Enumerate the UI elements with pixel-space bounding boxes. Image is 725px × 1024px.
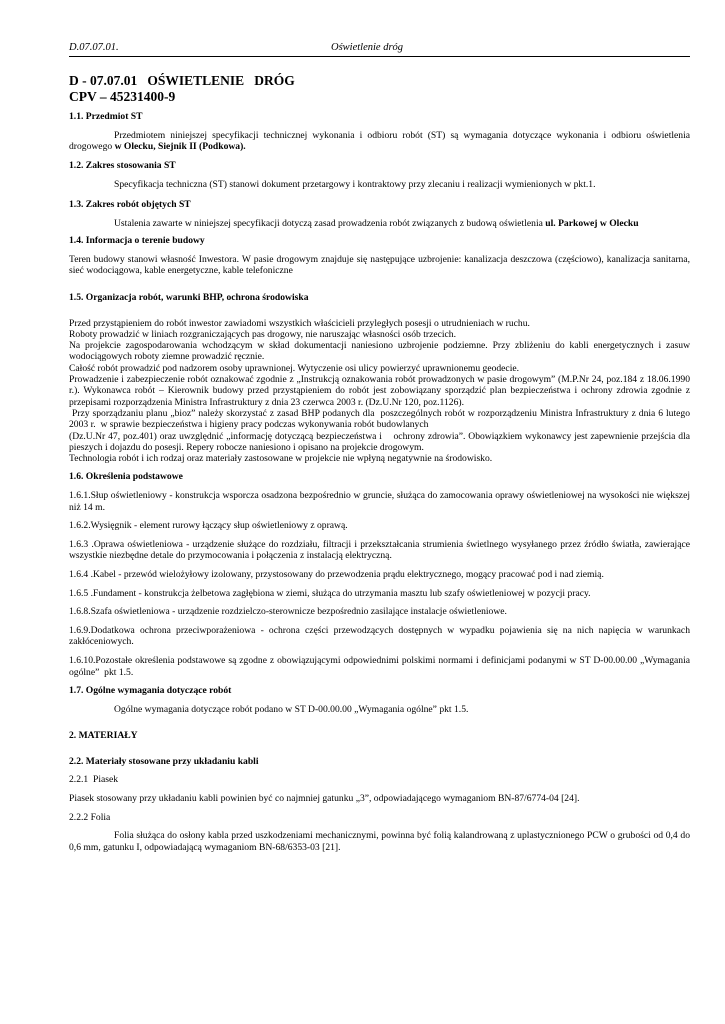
section-1-5-line: Technologia robót i ich rodzaj oraz materiały zastosowane w projekcie nie wpłyną negatywnie na środowisko. bbox=[69, 453, 493, 465]
section-1-5-line: Na projekcie zagospodarowania wchodzącym w skład dokumentacji naniesiono uzbrojenie podziemne. Przy zbliżeniu do kabli energetycznych i zasuw wodociągowych roboty ziemne prowadzić ręcznie. bbox=[69, 340, 690, 363]
definition-item: 1.6.9.Dodatkowa ochrona przeciwporażeniowa - ochrona części przewodzących dostępnych w wypadku pojawienia się na nich napięcia w warunkach zakłóceniowych. bbox=[69, 624, 690, 648]
section-1-7-heading: 1.7. Ogólne wymagania dotyczące robót bbox=[69, 685, 232, 697]
section-1-3-location: ul. Parkowej w Olecku bbox=[545, 217, 639, 229]
section-1-5-heading: 1.5. Organizacja robót, warunki BHP, ochrona środowiska bbox=[69, 291, 309, 303]
definition-item: 1.6.10.Pozostałe określenia podstawowe są zgodne z obowiązującymi odpowiednimi polskimi normami i definicjami podanymi w ST D-00.00.00 „Wymagania ogólne” pkt 1.5. bbox=[69, 654, 693, 678]
definition-item: 1.6.5 .Fundament - konstrukcja żelbetowa zagłębiona w ziemi, służąca do utrzymania masztu lub szafy oświetleniowej w pozycji pracy. bbox=[69, 587, 591, 599]
document-title bbox=[69, 73, 690, 104]
section-1-5-line: Roboty prowadzić w liniach rozgraniczających pas drogowy, nie naruszając własności osób trzecich. bbox=[69, 328, 456, 340]
title-line-1: D - 07.07.01 OŚWIETLENIE DRÓG bbox=[69, 73, 295, 88]
section-2-2-heading: 2.2. Materiały stosowane przy układaniu kabli bbox=[69, 755, 259, 767]
document-page bbox=[69, 42, 693, 853]
section-1-5-body bbox=[69, 317, 693, 465]
header-title: Oświetlenie dróg bbox=[331, 42, 404, 53]
running-header bbox=[69, 42, 690, 57]
section-1-1-body: Przedmiotem niniejszej specyfikacji technicznej wykonania i odbioru robót (ST) są wymagania dotyczące wykonania i odbioru oświetlenia drogowego bbox=[69, 129, 690, 153]
subsection-2-2-1-text: Piasek stosowany przy układaniu kabli powinien być co najmniej gatunku „3”, odpowiadającego wymaganiom BN-87/6774-04 [24]. bbox=[69, 793, 580, 805]
section-1-3-body: Ustalenia zawarte w niniejszej specyfikacji dotyczą zasad prowadzenia robót związanych z budową oświetlenia bbox=[114, 217, 546, 229]
section-1-1-heading: 1.1. Przedmiot ST bbox=[69, 111, 143, 122]
section-1-5-line: (Dz.U.Nr 47, poz.401) oraz uwzględnić „informację dotyczącą bezpieczeństwa i ochrony zdrowia”. Obowiązkiem wykonawcy jest zapewnienie przejścia dla pieszych i dojazdu do posesji. Repery robocze naniesiono i opisano na projekcie drogowym. bbox=[69, 430, 693, 453]
section-1-4-heading: 1.4. Informacja o terenie budowy bbox=[69, 235, 205, 247]
section-1-3-heading: 1.3. Zakres robót objętych ST bbox=[69, 198, 191, 210]
section-1-1-location: w Olecku, Siejnik II (Podkowa). bbox=[114, 141, 246, 153]
section-1-1-text bbox=[69, 130, 690, 153]
section-1-5-line: Przy sporządzaniu planu „bioz” należy skorzystać z zasad BHP podanych dla poszczególnych robót w rozporządzeniu Ministra Infrastruktury z dnia 6 lutego 2003 r. w sprawie bezpieczeństwa i higieny pracy podczas wykonywania robót budowlanych bbox=[69, 407, 693, 431]
definition-item: 1.6.8.Szafa oświetleniowa - urządzenie rozdzielczo-sterownicze bezpośrednio zasilające instalacje oświetleniowe. bbox=[69, 606, 507, 618]
subsection-2-2-1-title: 2.2.1 Piasek bbox=[69, 774, 119, 786]
section-1-5-line: Prowadzenie i zabezpieczenie robót oznakować zgodnie z „Instrukcją oznakowania robót prowadzonych w pasie drogowym” (M.P.Nr 24, poz.184 z 18.06.1990 r.). Wykonawca robót – Kierownik budowy przed przystąpieniem do robót jest zobowiązany sporządzić plan bezpieczeństwa i ochrony zdrowia zgodnie z przepisami rozporządzenia Ministra Infrastruktury z dnia 23 czerwca 2003 r. (Dz.U.Nr 120, poz.1126). bbox=[69, 374, 690, 408]
section-1-5-line: Przed przystąpieniem do robót inwestor zawiadomi wszystkich właścicieli przyległych posesji o utrudnieniach w ruchu. bbox=[69, 317, 530, 329]
section-1-6-heading: 1.6. Określenia podstawowe bbox=[69, 471, 183, 483]
title-line-2: CPV – 45231400-9 bbox=[69, 88, 176, 104]
subsection-2-2-2-title: 2.2.2 Folia bbox=[69, 811, 111, 823]
section-1-7-text: Ogólne wymagania dotyczące robót podano w ST D-00.00.00 „Wymagania ogólne” pkt 1.5. bbox=[114, 703, 469, 715]
section-1-4-text: Teren budowy stanowi własność Inwestora. W pasie drogowym znajduje się następujące uzbrojenie: kanalizacja deszczowa (częściowo), kanalizacja sanitarna, sieć wodociągowa, kable energetyczne, kable telefoniczne bbox=[69, 253, 690, 277]
definition-item: 1.6.3 .Oprawa oświetleniowa - urządzenie służące do rozdziału, filtracji i przekształcania strumienia świetlnego wysyłanego przez źródło światła, zawierające wszystkie niezbędne detale do przymocowania i połączenia z instalacją elektryczną. bbox=[69, 538, 690, 562]
section-1-5-line: Całość robót prowadzić pod nadzorem osoby uprawnionej. Wytyczenie osi ulicy powierzyć uprawnionemu geodecie. bbox=[69, 362, 520, 374]
header-code: D.07.07.01. bbox=[69, 42, 119, 53]
section-1-3-text bbox=[69, 218, 690, 230]
subsection-2-2-2-text: Folia służąca do osłony kabla przed uszkodzeniami mechanicznymi, powinna być folią kalandrowaną z uplastycznionego PCW o grubości od 0,4 do 0,6 mm, gatunku I, odpowiadającą wymaganiom BN-68/6353-03 [21]. bbox=[69, 830, 690, 853]
section-2-heading: 2. MATERIAŁY bbox=[69, 730, 138, 742]
section-1-2-text: Specyfikacja techniczna (ST) stanowi dokument przetargowy i kontraktowy przy zlecaniu i realizacji wymienionych w pkt.1. bbox=[114, 179, 596, 191]
definition-item: 1.6.2.Wysięgnik - element rurowy łączący słup oświetleniowy z oprawą. bbox=[69, 520, 348, 532]
section-1-2-heading: 1.2. Zakres stosowania ST bbox=[69, 159, 176, 171]
definition-item: 1.6.1.Słup oświetleniowy - konstrukcja wsporcza osadzona bezpośrednio w gruncie, służąca do zamocowania oprawy oświetleniowej na wysokości nie większej niż 14 m. bbox=[69, 489, 690, 513]
definition-item: 1.6.4 .Kabel - przewód wielożyłowy izolowany, przystosowany do przewodzenia prądu elektrycznego, mogący pracować pod i nad ziemią. bbox=[69, 568, 604, 580]
